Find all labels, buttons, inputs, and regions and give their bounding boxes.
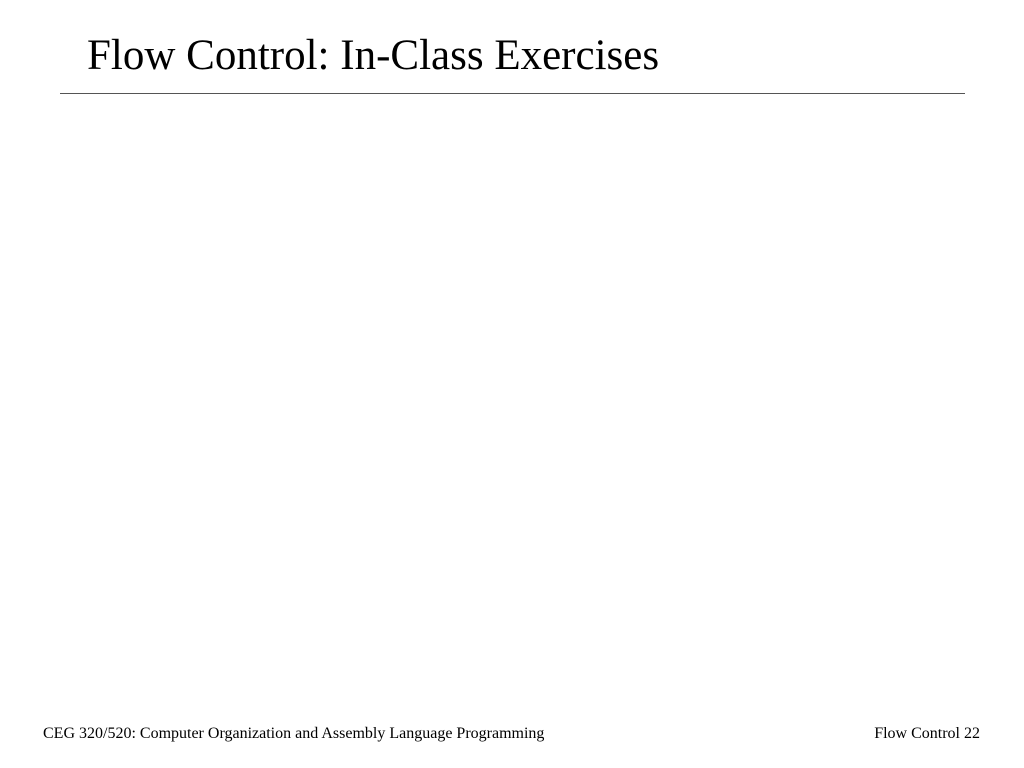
footer-page-label: Flow Control 22 — [874, 725, 980, 742]
slide-title: Flow Control: In-Class Exercises — [87, 32, 660, 79]
slide-body — [60, 110, 965, 700]
title-divider — [60, 93, 965, 94]
footer-course-name: CEG 320/520: Computer Organization and Assembly Language Programming — [43, 725, 545, 742]
